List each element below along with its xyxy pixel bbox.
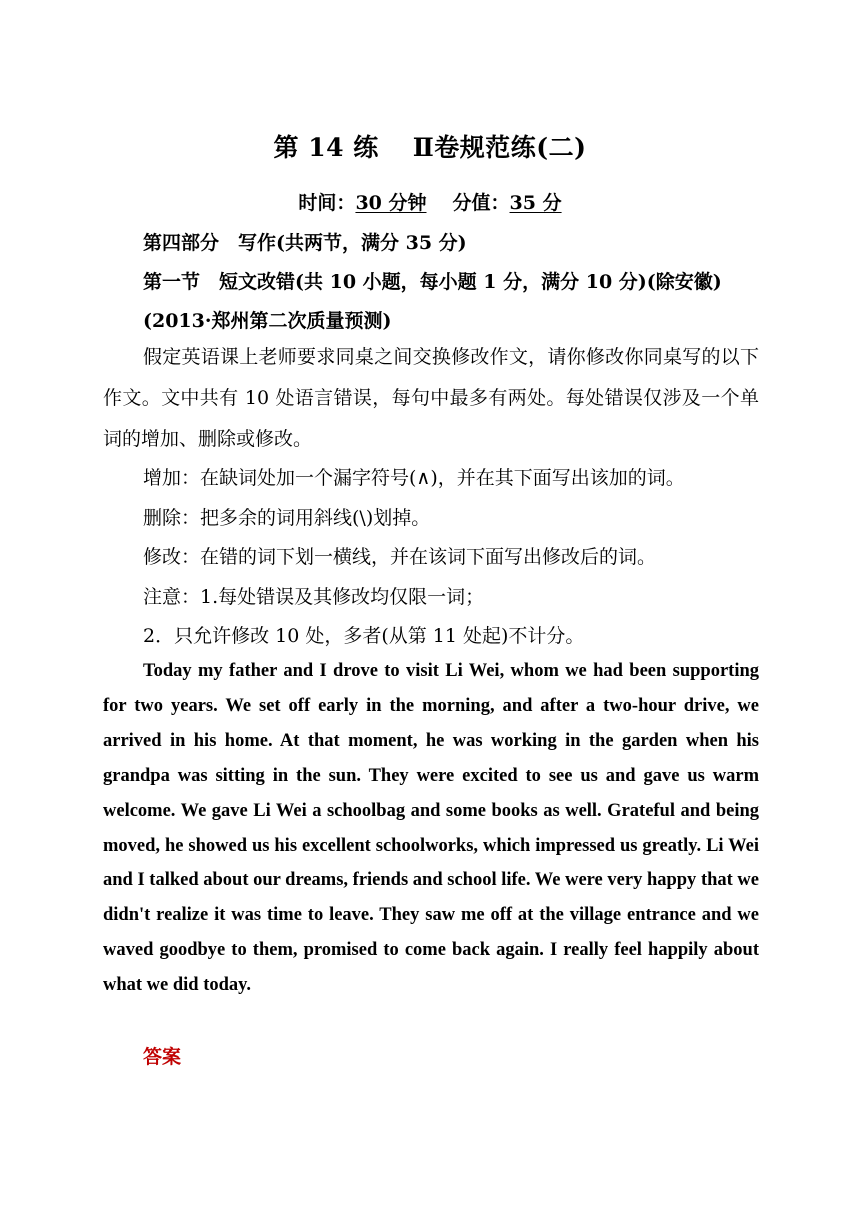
exam-meta [0,188,860,215]
time-value: 30 分钟 [355,192,427,214]
page-title [0,128,860,164]
instruction-add: 增加：在缺词处加一个漏字符号(∧)，并在其下面写出该加的词。 [143,467,685,489]
answer-label: 答案 [143,1046,182,1068]
instruction-delete: 删除：把多余的词用斜线(\)划掉。 [143,507,431,529]
title-lesson-number: 第 14 练 [273,133,379,162]
source-note: (2013·郑州第二次质量预测) [143,310,392,332]
part-heading: 第四部分 写作(共两节，满分 35 分) [143,232,467,254]
instructions-intro: 假定英语课上老师要求同桌之间交换修改作文，请你修改你同桌写的以下作文。文中共有 10 处语言错误，每句中最多有两处。每处错误仅涉及一个单词的增加、删除或修改。 [103,346,759,450]
score-label: 分值： [452,192,510,214]
title-lesson-name: Ⅱ卷规范练(二) [412,133,587,162]
time-label: 时间： [298,192,356,214]
instruction-note-2: 2．只允许修改 10 处，多者(从第 11 处起)不计分。 [143,625,585,647]
instruction-modify: 修改：在错的词下划一横线，并在该词下面写出修改后的词。 [143,546,657,568]
score-value: 35 分 [509,192,562,214]
instruction-note-1: 注意：1.每处错误及其修改均仅限一词； [143,586,485,608]
essay-passage: Today my father and I drove to visit Li Wei, whom we had been supporting for two years. We set off early in the morning, and after a two-hour drive, we arrived in his home. At that moment, he was working in the garden when his grandpa was sitting in the sun. They were excited to see us and gave us warm welcome. We gave Li Wei a schoolbag and some books as well. Grateful and being moved, he showed us his excellent schoolworks, which impressed us greatly. Li Wei and I talked about our dreams, friends and school life. We were very happy that we didn't realize it was time to leave. They saw me off at the village entrance and we waved goodbye to them, promised to come back again. I really feel happily about what we did today. [103,661,759,996]
section-heading: 第一节 短文改错(共 10 小题，每小题 1 分，满分 10 分)(除安徽) [143,271,722,293]
